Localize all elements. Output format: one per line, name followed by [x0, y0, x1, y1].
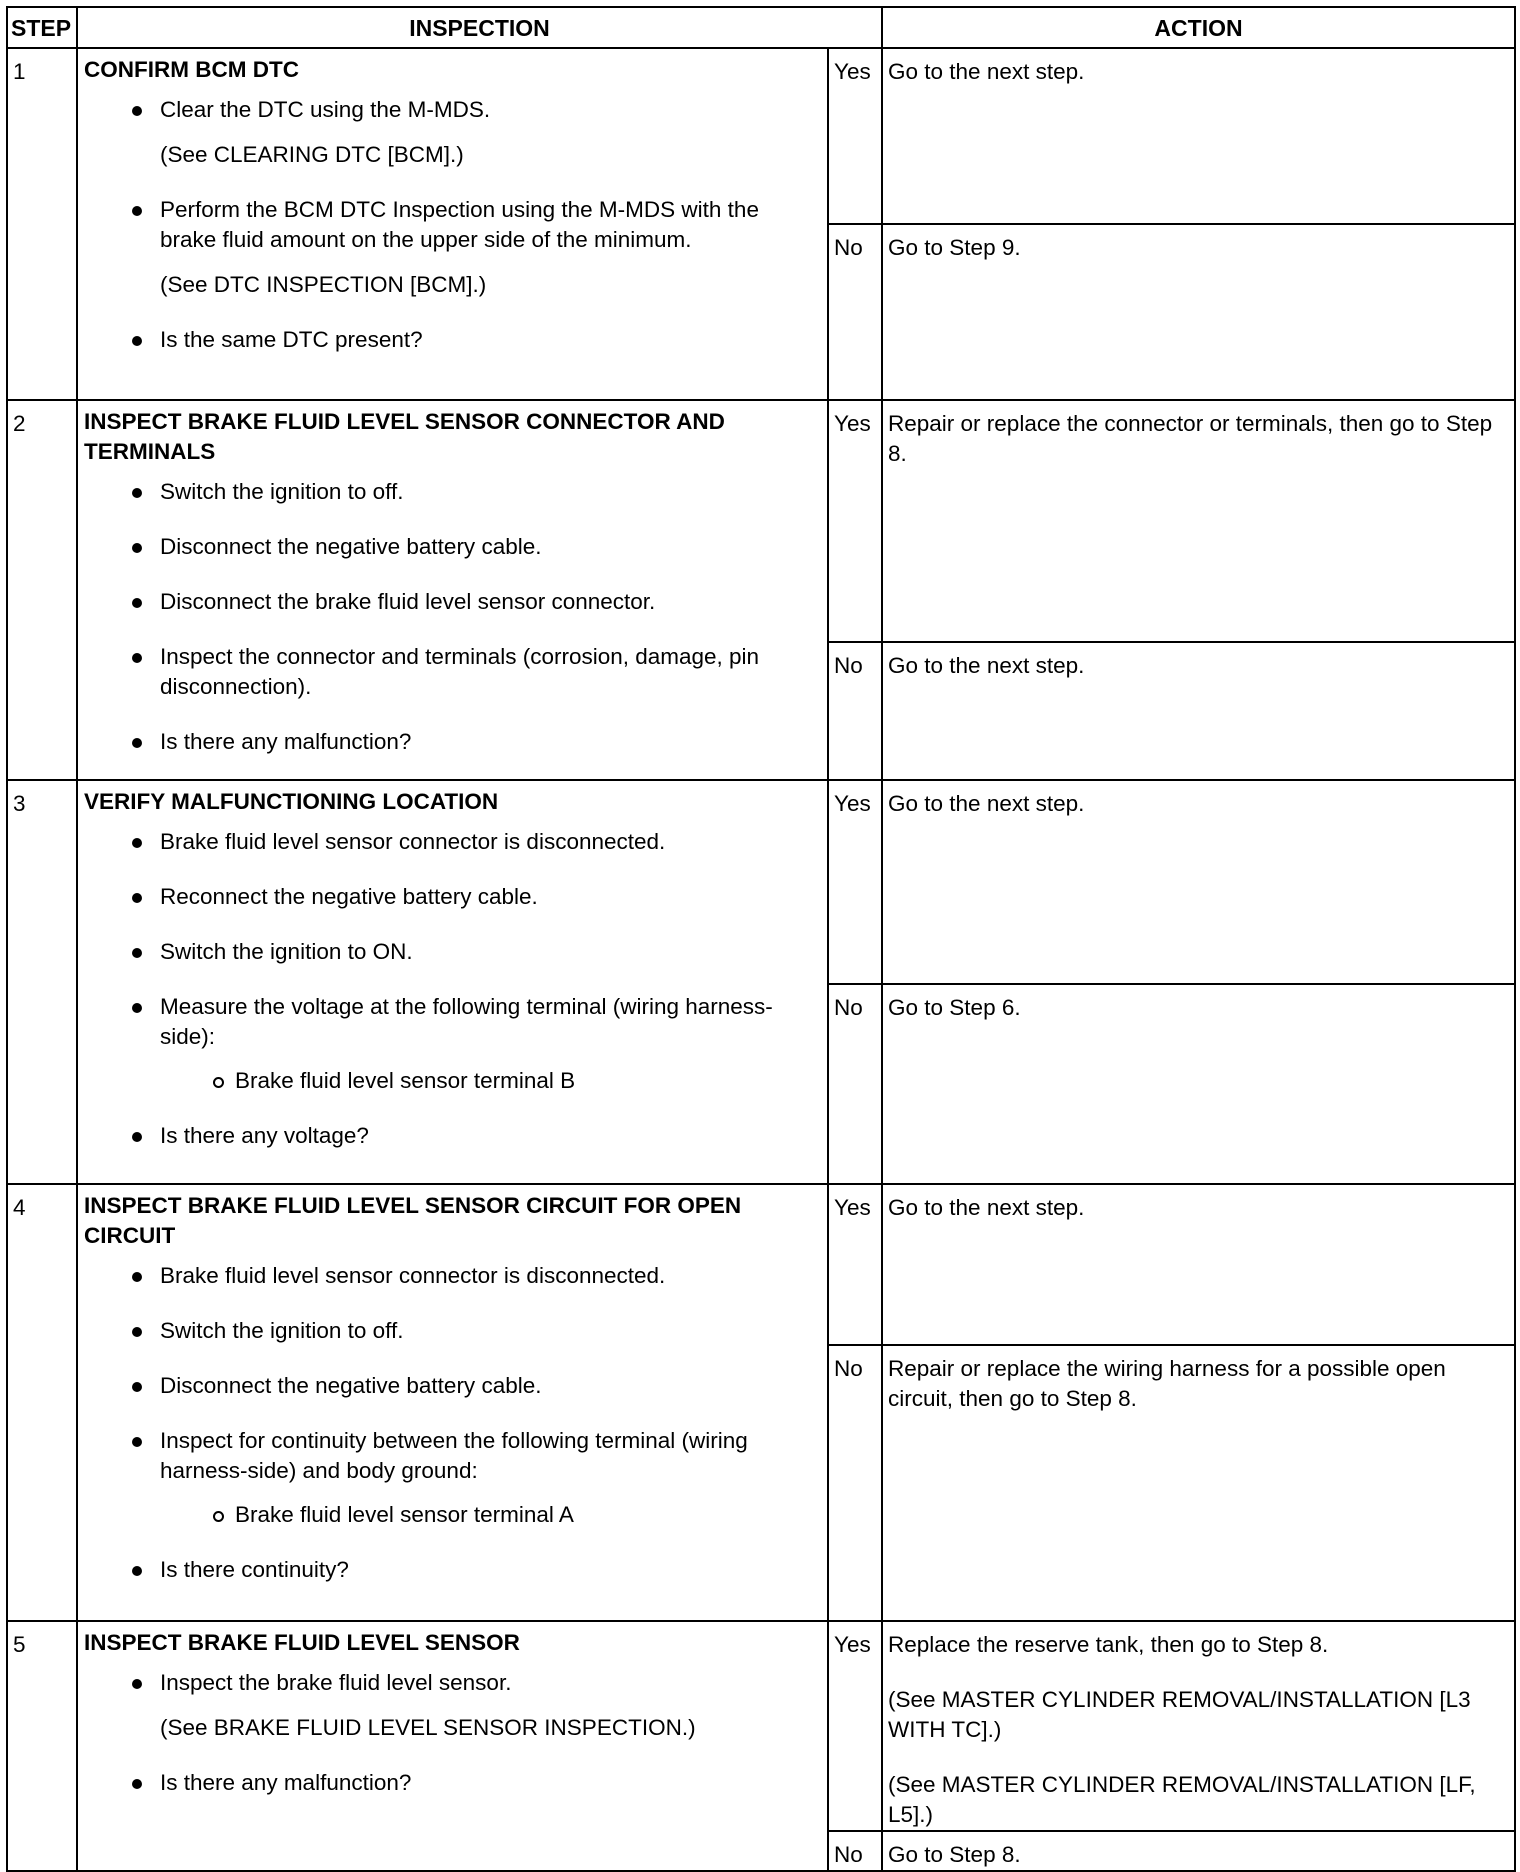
- no-label: No: [828, 1831, 882, 1871]
- sub-list: [160, 1066, 819, 1096]
- action-text: (See MASTER CYLINDER REMOVAL/INSTALLATION [LF, L5].): [888, 1772, 1476, 1827]
- step-row-5: [7, 1621, 1515, 1831]
- header-row: [7, 7, 1515, 48]
- no-action: [882, 984, 1515, 1184]
- bullet-item: [84, 1121, 819, 1151]
- bullet-text: Clear the DTC using the M-MDS.: [160, 97, 491, 122]
- no-action: [882, 1345, 1515, 1621]
- no-label: No: [828, 1345, 882, 1621]
- bullet-list: [84, 1261, 819, 1585]
- bullet-item: [84, 1668, 819, 1698]
- bullet-item: [84, 727, 819, 757]
- bullet-item: [84, 1371, 819, 1401]
- bullet-item: [84, 882, 819, 912]
- bullet-item: [84, 642, 819, 702]
- bullet-item: [84, 992, 819, 1096]
- no-action: [882, 642, 1515, 780]
- bullet-list: [84, 827, 819, 1151]
- bullet-item: [84, 1426, 819, 1530]
- bullet-text: Perform the BCM DTC Inspection using the M-MDS with the brake fluid amount on the upper side of the minimum.: [160, 197, 759, 252]
- no-action: [882, 1831, 1515, 1871]
- bullet-text: Is there any malfunction?: [160, 729, 412, 754]
- step-number: 3: [7, 780, 77, 1184]
- bullet-text: Reconnect the negative battery cable.: [160, 884, 538, 909]
- action-text: Go to the next step.: [888, 59, 1085, 84]
- yes-label: Yes: [828, 1184, 882, 1345]
- bullet-text: Disconnect the negative battery cable.: [160, 534, 542, 559]
- bullet-item: [84, 1768, 819, 1798]
- yes-label: Yes: [828, 400, 882, 642]
- inspection-cell: [77, 400, 828, 780]
- action-text: Go to Step 8.: [888, 1842, 1021, 1867]
- bullet-text: Inspect for continuity between the following terminal (wiring harness-side) and body ground:: [160, 1428, 748, 1483]
- bullet-text: Disconnect the negative battery cable.: [160, 1373, 542, 1398]
- no-label: No: [828, 224, 882, 400]
- bullet-text: Is there any voltage?: [160, 1123, 369, 1148]
- yes-label: Yes: [828, 48, 882, 224]
- action-header: ACTION: [882, 7, 1515, 48]
- step-number: 5: [7, 1621, 77, 1871]
- no-action: [882, 224, 1515, 400]
- sub-list: [160, 1500, 819, 1530]
- see-reference: (See CLEARING DTC [BCM].): [160, 142, 464, 167]
- bullet-item: [84, 1316, 819, 1346]
- yes-action: [882, 400, 1515, 642]
- bullet-text: Brake fluid level sensor connector is disconnected.: [160, 1263, 666, 1288]
- bullet-item: [84, 827, 819, 857]
- action-text: Go to Step 9.: [888, 235, 1021, 260]
- yes-action: [882, 1184, 1515, 1345]
- step-row-2: [7, 400, 1515, 642]
- bullet-list: [84, 1668, 819, 1798]
- sub-bullet-item: Brake fluid level sensor terminal B: [160, 1066, 819, 1096]
- no-label: No: [828, 642, 882, 780]
- step-row-3: [7, 780, 1515, 984]
- action-text: (See MASTER CYLINDER REMOVAL/INSTALLATION [L3 WITH TC].): [888, 1687, 1471, 1742]
- yes-label: Yes: [828, 780, 882, 984]
- inspection-cell: [77, 780, 828, 1184]
- bullet-item: [84, 937, 819, 967]
- yes-label: Yes: [828, 1621, 882, 1831]
- step-title: CONFIRM BCM DTC: [84, 57, 299, 82]
- bullet-item: [84, 195, 819, 255]
- step-number: 2: [7, 400, 77, 780]
- action-text: Go to the next step.: [888, 1195, 1085, 1220]
- bullet-text: Switch the ignition to ON.: [160, 939, 413, 964]
- step-title: INSPECT BRAKE FLUID LEVEL SENSOR CIRCUIT FOR OPEN CIRCUIT: [84, 1193, 742, 1248]
- bullet-text: Switch the ignition to off.: [160, 479, 404, 504]
- bullet-text: Measure the voltage at the following terminal (wiring harness-side):: [160, 994, 773, 1049]
- sub-bullet-item: Brake fluid level sensor terminal A: [160, 1500, 819, 1530]
- bullet-text: Is there continuity?: [160, 1557, 349, 1582]
- bullet-text: Is the same DTC present?: [160, 327, 423, 352]
- action-text: Repair or replace the wiring harness for a possible open circuit, then go to Step 8.: [888, 1356, 1446, 1411]
- yes-action: [882, 780, 1515, 984]
- inspection-cell: [77, 1184, 828, 1621]
- bullet-text: Switch the ignition to off.: [160, 1318, 404, 1343]
- action-text: Go to Step 6.: [888, 995, 1021, 1020]
- bullet-item: [84, 95, 819, 125]
- bullet-item: [84, 1555, 819, 1585]
- bullet-list: [84, 95, 819, 355]
- bullet-text: Is there any malfunction?: [160, 1770, 412, 1795]
- inspection-header: INSPECTION: [77, 7, 882, 48]
- no-label: No: [828, 984, 882, 1184]
- action-text: Repair or replace the connector or terminals, then go to Step 8.: [888, 411, 1493, 466]
- bullet-text: Inspect the brake fluid level sensor.: [160, 1670, 512, 1695]
- action-text: Go to the next step.: [888, 653, 1085, 678]
- step-title: INSPECT BRAKE FLUID LEVEL SENSOR CONNECTOR AND TERMINALS: [84, 409, 725, 464]
- yes-action: [882, 1621, 1515, 1831]
- step-row-4: [7, 1184, 1515, 1345]
- step-number: 4: [7, 1184, 77, 1621]
- bullet-item: [84, 477, 819, 507]
- step-header: STEP: [7, 7, 77, 48]
- step-row-1: [7, 48, 1515, 224]
- step-title: INSPECT BRAKE FLUID LEVEL SENSOR: [84, 1630, 520, 1655]
- bullet-item: [84, 587, 819, 617]
- step-number: 1: [7, 48, 77, 400]
- see-reference: (See BRAKE FLUID LEVEL SENSOR INSPECTION.): [160, 1715, 696, 1740]
- diagnostic-table: [6, 6, 1516, 1872]
- inspection-cell: [77, 1621, 828, 1871]
- bullet-item: [84, 532, 819, 562]
- step-title: VERIFY MALFUNCTIONING LOCATION: [84, 789, 499, 814]
- bullet-list: [84, 477, 819, 757]
- steps-body: [7, 48, 1515, 1871]
- action-text: Replace the reserve tank, then go to Step 8.: [888, 1632, 1329, 1657]
- bullet-item: [84, 325, 819, 355]
- bullet-text: Brake fluid level sensor connector is disconnected.: [160, 829, 666, 854]
- yes-action: [882, 48, 1515, 224]
- bullet-text: Inspect the connector and terminals (corrosion, damage, pin disconnection).: [160, 644, 760, 699]
- bullet-item: [84, 1261, 819, 1291]
- action-text: Go to the next step.: [888, 791, 1085, 816]
- see-reference: (See DTC INSPECTION [BCM].): [160, 272, 487, 297]
- inspection-cell: [77, 48, 828, 400]
- bullet-text: Disconnect the brake fluid level sensor connector.: [160, 589, 656, 614]
